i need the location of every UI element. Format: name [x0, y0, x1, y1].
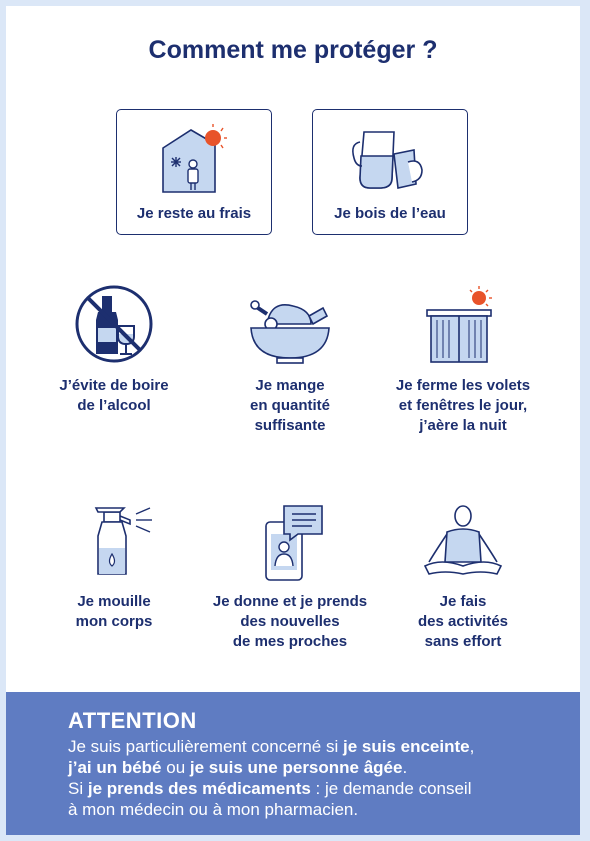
item-label: J’évite de boire de l’alcool — [59, 377, 169, 414]
text: , — [469, 737, 475, 756]
item-gentle-activity — [373, 500, 553, 652]
attention-line-3 — [68, 778, 580, 799]
item-label: Je mange en quantité suffisante — [249, 377, 330, 434]
text: Si — [68, 779, 88, 798]
house-cool-icon — [157, 122, 231, 194]
emphasis: je suis enceinte — [342, 737, 470, 756]
text: . — [402, 758, 408, 777]
item-label: Je mouille mon corps — [75, 593, 153, 630]
attention-line-1 — [68, 736, 580, 757]
no-alcohol-icon — [72, 282, 156, 366]
item-no-alcohol — [24, 282, 204, 416]
text: Je suis particulièrement concerné si — [68, 737, 343, 756]
phone-message-icon — [250, 502, 330, 582]
poster — [6, 6, 580, 835]
attention-banner — [6, 692, 580, 835]
spray-bottle-icon — [74, 502, 154, 582]
attention-line-4: à mon médecin ou à mon pharmacien. — [68, 800, 359, 819]
attention-line-2 — [68, 757, 580, 778]
card-label: Je bois de l’eau — [334, 205, 446, 222]
item-label: Je fais des activités sans effort — [417, 593, 509, 650]
item-label: Je ferme les volets et fenêtres le jour, j’aère la nuit — [395, 377, 531, 434]
emphasis: je prends des médicaments — [87, 779, 311, 798]
emphasis: j’ai un bébé — [68, 758, 162, 777]
text: ou — [161, 758, 190, 777]
item-wet-body — [24, 502, 204, 632]
item-keep-in-touch — [200, 502, 380, 652]
card-drink-water — [312, 109, 468, 235]
card-stay-cool — [116, 109, 272, 235]
shutters-icon — [423, 286, 503, 366]
meditation-icon — [421, 500, 505, 582]
emphasis: je suis une personne âgée — [189, 758, 403, 777]
page-title: Comment me protéger ? — [148, 36, 438, 64]
item-close-shutters — [373, 286, 553, 436]
card-label: Je reste au frais — [136, 205, 252, 222]
water-jug-icon — [350, 122, 430, 194]
text: : je demande conseil — [310, 779, 472, 798]
attention-title: ATTENTION — [68, 708, 197, 733]
food-bowl-icon — [247, 288, 333, 366]
item-label: Je donne et je prends des nouvelles de mes proches — [212, 593, 368, 650]
item-eat-enough — [200, 288, 380, 436]
